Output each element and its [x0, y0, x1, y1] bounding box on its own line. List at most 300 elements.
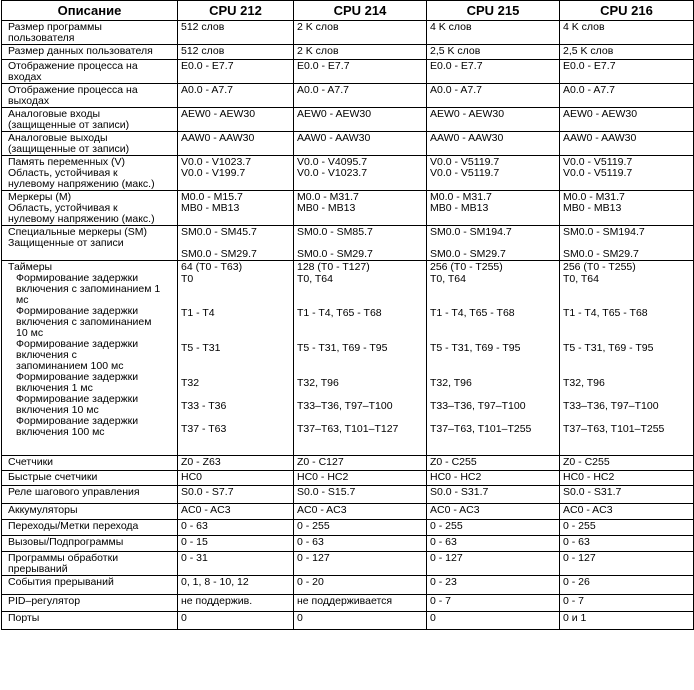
value-line: 0 - 63	[430, 536, 457, 548]
value-cell-cpu214	[294, 132, 427, 156]
value-line: E0.0 - E7.7	[297, 60, 350, 72]
value-line: SM0.0 - SM194.7	[430, 226, 512, 238]
value-cell-cpu215	[427, 612, 560, 630]
cpu-spec-table	[1, 0, 694, 630]
value-line: не поддерживается	[297, 595, 393, 607]
table-row	[2, 456, 694, 471]
description-line: нулевому напряжению (макс.)	[8, 178, 155, 190]
value-cell-cpu212	[178, 132, 294, 156]
value-line: SM0.0 - SM29.7	[563, 248, 639, 260]
description-line: Порты	[8, 612, 40, 624]
description-line: 10 мс	[16, 327, 44, 339]
value-cell-cpu212	[178, 45, 294, 60]
value-line: 128 (T0 - T127)	[297, 261, 370, 273]
value-line: T37–T63, T101–T255	[563, 423, 665, 436]
value-line: T5 - T31	[181, 342, 221, 355]
table-row	[2, 552, 694, 576]
value-cell-cpu214	[294, 552, 427, 576]
value-line: M0.0 - M31.7	[297, 191, 359, 203]
table-row	[2, 612, 694, 630]
value-line: 0	[181, 612, 187, 624]
value-line: AAW0 - AAW30	[563, 132, 637, 144]
value-line: SM0.0 - SM29.7	[430, 248, 506, 260]
table-row	[2, 486, 694, 504]
description-line: включения 1 мс	[16, 382, 93, 394]
value-cell-cpu216	[560, 226, 694, 261]
description-cell	[2, 486, 178, 504]
value-cell-cpu214	[294, 21, 427, 45]
value-line: T33–T36, T97–T100	[430, 400, 526, 413]
value-line: T37 - T63	[181, 423, 227, 436]
value-line: MB0 - MB13	[181, 202, 240, 214]
description-line: включения с	[16, 349, 77, 361]
value-cell-cpu216	[560, 156, 694, 191]
value-cell-cpu214	[294, 471, 427, 486]
value-line: 2,5 K слов	[563, 45, 614, 57]
value-line: Z0 - C255	[430, 456, 477, 468]
table-row	[2, 21, 694, 45]
description-line: Специальные меркеры (SM)	[8, 226, 148, 238]
value-cell-cpu216	[560, 612, 694, 630]
description-line: Защищенные от записи	[8, 237, 124, 249]
description-cell	[2, 132, 178, 156]
value-cell-cpu215	[427, 504, 560, 520]
value-cell-cpu215	[427, 132, 560, 156]
value-line: V0.0 - V5119.7	[430, 167, 500, 179]
table-row	[2, 191, 694, 226]
description-cell	[2, 21, 178, 45]
value-cell-cpu214	[294, 612, 427, 630]
value-line: 0 - 127	[430, 552, 463, 564]
value-line: 256 (T0 - T255)	[563, 261, 636, 273]
description-line: (защищенные от записи)	[8, 143, 130, 155]
value-line: V0.0 - V1023.7	[297, 167, 368, 179]
value-line: T33–T36, T97–T100	[297, 400, 393, 413]
description-line: Программы обработки	[8, 552, 119, 564]
description-line: Память переменных (V)	[8, 156, 126, 168]
value-line: 0 - 15	[181, 536, 208, 548]
value-line: V0.0 - V5119.7	[563, 167, 633, 179]
value-line: 0 - 26	[563, 576, 590, 588]
table-row	[2, 576, 694, 595]
value-line	[181, 320, 290, 332]
value-line: 0 - 127	[297, 552, 330, 564]
description-cell	[2, 156, 178, 191]
value-line	[563, 285, 690, 297]
value-cell-cpu214	[294, 504, 427, 520]
value-cell-cpu216	[560, 486, 694, 504]
value-cell-cpu215	[427, 552, 560, 576]
value-line: HC0 - HC2	[430, 471, 482, 483]
value-line: T32, T96	[563, 376, 605, 389]
value-cell-cpu216	[560, 191, 694, 226]
value-line	[297, 355, 423, 367]
value-cell-cpu212	[178, 471, 294, 486]
description-cell	[2, 108, 178, 132]
value-cell-cpu214	[294, 84, 427, 108]
header-row	[2, 1, 694, 21]
value-line: V0.0 - V199.7	[181, 167, 246, 179]
value-cell-cpu212	[178, 156, 294, 191]
description-line: Размер данных пользователя	[8, 45, 153, 57]
description-line: включения с запоминанием 1	[16, 283, 161, 295]
value-line: 0, 1, 8 - 10, 12	[181, 576, 249, 588]
value-line: SM0.0 - SM194.7	[563, 226, 645, 238]
description-line: мс	[16, 294, 29, 306]
value-line	[430, 436, 556, 448]
col-header-description: Описание	[2, 1, 178, 21]
value-line: 0 - 63	[563, 536, 590, 548]
value-cell-cpu212	[178, 612, 294, 630]
value-line: AEW0 - AEW30	[297, 108, 372, 120]
table-row	[2, 536, 694, 552]
table-row	[2, 471, 694, 486]
value-cell-cpu215	[427, 60, 560, 84]
description-line: Счетчики	[8, 456, 54, 468]
table-row	[2, 84, 694, 108]
value-cell-cpu216	[560, 552, 694, 576]
value-line: A0.0 - A7.7	[430, 84, 482, 96]
description-line: Формирование задержки	[16, 338, 139, 350]
value-cell-cpu215	[427, 486, 560, 504]
value-line: 64 (T0 - T63)	[181, 261, 243, 273]
value-cell-cpu212	[178, 226, 294, 261]
value-line: 0 - 127	[563, 552, 596, 564]
value-line: 4 K слов	[430, 21, 472, 33]
value-line	[297, 436, 423, 448]
value-line: E0.0 - E7.7	[430, 60, 483, 72]
value-line: T5 - T31, T69 - T95	[563, 342, 654, 355]
description-line: Реле шагового управления	[8, 486, 140, 498]
description-cell	[2, 576, 178, 595]
value-cell-cpu212	[178, 108, 294, 132]
value-line: A0.0 - A7.7	[563, 84, 615, 96]
value-line: AAW0 - AAW30	[297, 132, 371, 144]
description-line: Формирование задержки	[16, 371, 139, 383]
value-line: AC0 - AC3	[563, 504, 613, 516]
value-line: V0.0 - V4095.7	[297, 156, 368, 168]
value-line: T5 - T31, T69 - T95	[297, 342, 388, 355]
table-row	[2, 45, 694, 60]
description-line: запоминанием 100 мс	[16, 360, 124, 372]
table-row	[2, 132, 694, 156]
value-line: V0.0 - V5119.7	[563, 156, 633, 168]
value-cell-cpu216	[560, 471, 694, 486]
value-line: 0 - 255	[563, 520, 596, 532]
value-line: 0 - 63	[181, 520, 208, 532]
value-line: S0.0 - S15.7	[297, 486, 356, 498]
value-line: M0.0 - M31.7	[430, 191, 492, 203]
value-cell-cpu216	[560, 576, 694, 595]
value-line: T0, T64	[297, 272, 333, 285]
table-row	[2, 520, 694, 536]
value-cell-cpu212	[178, 486, 294, 504]
value-line: S0.0 - S31.7	[430, 486, 489, 498]
value-cell-cpu214	[294, 261, 427, 456]
description-line: Формирование задержки	[16, 305, 139, 317]
table-row	[2, 226, 694, 261]
value-line: E0.0 - E7.7	[181, 60, 234, 72]
value-cell-cpu215	[427, 21, 560, 45]
value-cell-cpu215	[427, 45, 560, 60]
description-line: включения с запоминанием	[16, 316, 152, 328]
value-cell-cpu216	[560, 504, 694, 520]
value-line	[297, 320, 423, 332]
description-line: PID–регулятор	[8, 595, 81, 607]
value-cell-cpu214	[294, 108, 427, 132]
value-cell-cpu212	[178, 84, 294, 108]
description-cell	[2, 504, 178, 520]
value-line: 0 - 63	[297, 536, 324, 548]
value-line: 0	[430, 612, 436, 624]
description-line: пользователя	[8, 32, 75, 44]
value-cell-cpu216	[560, 84, 694, 108]
value-cell-cpu214	[294, 456, 427, 471]
value-cell-cpu216	[560, 520, 694, 536]
value-line: не поддержив.	[181, 595, 253, 607]
value-cell-cpu215	[427, 84, 560, 108]
value-line: SM0.0 - SM45.7	[181, 226, 257, 238]
description-line: включения 10 мс	[16, 404, 99, 416]
description-line: Формирование задержки	[16, 415, 139, 427]
value-line: T32, T96	[430, 376, 472, 389]
value-line: SM0.0 - SM29.7	[181, 248, 257, 260]
table-row	[2, 261, 694, 456]
value-line: A0.0 - A7.7	[297, 84, 349, 96]
value-line: 4 K слов	[563, 21, 605, 33]
table-row	[2, 595, 694, 612]
value-line: HC0 - HC2	[297, 471, 349, 483]
value-cell-cpu215	[427, 536, 560, 552]
value-cell-cpu212	[178, 552, 294, 576]
value-line: 0 - 255	[297, 520, 330, 532]
description-cell	[2, 456, 178, 471]
value-line: 0 - 23	[430, 576, 457, 588]
value-line: MB0 - MB13	[563, 202, 622, 214]
value-cell-cpu214	[294, 536, 427, 552]
value-line: 0 - 20	[297, 576, 324, 588]
value-line: MB0 - MB13	[297, 202, 356, 214]
description-line: Меркеры (M)	[8, 191, 72, 203]
value-cell-cpu216	[560, 456, 694, 471]
value-line: AC0 - AC3	[297, 504, 347, 516]
table-row	[2, 156, 694, 191]
description-line: выходах	[8, 95, 50, 107]
value-line: 0 - 7	[563, 595, 585, 607]
value-line: T37–T63, T101–T127	[297, 423, 399, 436]
value-cell-cpu214	[294, 595, 427, 612]
description-cell	[2, 60, 178, 84]
value-line: AC0 - AC3	[430, 504, 480, 516]
value-line: T1 - T4	[181, 307, 215, 320]
value-cell-cpu215	[427, 261, 560, 456]
value-line: AAW0 - AAW30	[430, 132, 504, 144]
value-line: AAW0 - AAW30	[181, 132, 255, 144]
col-header-cpu215: CPU 215	[427, 1, 560, 21]
value-cell-cpu214	[294, 156, 427, 191]
description-cell	[2, 536, 178, 552]
description-line: нулевому напряжению (макс.)	[8, 213, 155, 225]
description-line: События прерываний	[8, 576, 114, 588]
value-line: V0.0 - V1023.7	[181, 156, 252, 168]
value-line: 0	[297, 612, 303, 624]
value-line	[181, 436, 290, 448]
value-cell-cpu214	[294, 45, 427, 60]
value-cell-cpu216	[560, 108, 694, 132]
value-line: V0.0 - V5119.7	[430, 156, 500, 168]
value-line: 2,5 K слов	[430, 45, 481, 57]
value-line: HC0	[181, 471, 203, 483]
description-line: Аккумуляторы	[8, 504, 78, 516]
description-line: Область, устойчивая к	[8, 202, 118, 214]
description-line: Формирование задержки	[16, 393, 139, 405]
value-line: S0.0 - S7.7	[181, 486, 234, 498]
description-line: включения 100 мс	[16, 426, 105, 438]
value-line: HC0 - HC2	[563, 471, 615, 483]
table-row	[2, 504, 694, 520]
value-cell-cpu215	[427, 156, 560, 191]
description-line: Таймеры	[8, 261, 53, 273]
value-line: MB0 - MB13	[430, 202, 489, 214]
value-line: A0.0 - A7.7	[181, 84, 233, 96]
value-line	[563, 355, 690, 367]
description-line: Размер программы	[8, 21, 102, 33]
value-line: Z0 - Z63	[181, 456, 221, 468]
description-line: Аналоговые выходы	[8, 132, 108, 144]
description-cell	[2, 552, 178, 576]
value-line: 0 - 255	[430, 520, 463, 532]
col-header-cpu212: CPU 212	[178, 1, 294, 21]
value-line: 256 (T0 - T255)	[430, 261, 503, 273]
value-line	[181, 285, 290, 297]
description-line: Аналоговые входы	[8, 108, 101, 120]
description-line: входах	[8, 71, 42, 83]
value-cell-cpu212	[178, 456, 294, 471]
description-cell	[2, 261, 178, 456]
value-cell-cpu212	[178, 536, 294, 552]
value-cell-cpu216	[560, 132, 694, 156]
value-line: 512 слов	[181, 21, 225, 33]
value-line	[430, 285, 556, 297]
value-cell-cpu215	[427, 226, 560, 261]
value-cell-cpu212	[178, 261, 294, 456]
value-line: T32	[181, 376, 200, 389]
value-line: 0 - 7	[430, 595, 452, 607]
value-cell-cpu216	[560, 595, 694, 612]
value-cell-cpu214	[294, 60, 427, 84]
value-line: 2 K слов	[297, 21, 339, 33]
value-cell-cpu214	[294, 520, 427, 536]
description-cell	[2, 191, 178, 226]
description-line: Область, устойчивая к	[8, 167, 118, 179]
description-line: Отображение процесса на	[8, 84, 138, 96]
value-cell-cpu216	[560, 45, 694, 60]
description-line: Быстрые счетчики	[8, 471, 98, 483]
value-line	[297, 285, 423, 297]
value-cell-cpu212	[178, 191, 294, 226]
value-line: T33–T36, T97–T100	[563, 400, 659, 413]
value-line: SM0.0 - SM85.7	[297, 226, 373, 238]
value-cell-cpu216	[560, 261, 694, 456]
value-cell-cpu212	[178, 60, 294, 84]
description-line: Переходы/Метки перехода	[8, 520, 139, 532]
value-line: T37–T63, T101–T255	[430, 423, 532, 436]
col-header-cpu216: CPU 216	[560, 1, 694, 21]
table-row	[2, 60, 694, 84]
value-cell-cpu215	[427, 456, 560, 471]
value-line: T1 - T4, T65 - T68	[563, 307, 648, 320]
description-cell	[2, 471, 178, 486]
value-line: AC0 - AC3	[181, 504, 231, 516]
value-cell-cpu215	[427, 595, 560, 612]
value-line: 2 K слов	[297, 45, 339, 57]
value-line: T33 - T36	[181, 400, 227, 413]
value-cell-cpu215	[427, 471, 560, 486]
value-line: T32, T96	[297, 376, 339, 389]
value-line: T1 - T4, T65 - T68	[297, 307, 382, 320]
value-line: AEW0 - AEW30	[181, 108, 256, 120]
value-line: 0 и 1	[563, 612, 587, 624]
description-line: Отображение процесса на	[8, 60, 138, 72]
value-line: S0.0 - S31.7	[563, 486, 622, 498]
description-cell	[2, 45, 178, 60]
value-cell-cpu214	[294, 191, 427, 226]
value-cell-cpu214	[294, 576, 427, 595]
value-cell-cpu216	[560, 60, 694, 84]
value-line: 512 слов	[181, 45, 225, 57]
value-cell-cpu215	[427, 520, 560, 536]
value-cell-cpu212	[178, 504, 294, 520]
col-header-cpu214: CPU 214	[294, 1, 427, 21]
value-cell-cpu216	[560, 21, 694, 45]
description-line: прерываний	[8, 563, 68, 575]
value-cell-cpu215	[427, 108, 560, 132]
value-line	[430, 355, 556, 367]
value-line: T0, T64	[563, 272, 599, 285]
description-line: Формирование задержки	[16, 272, 139, 284]
value-cell-cpu212	[178, 595, 294, 612]
value-line: AEW0 - AEW30	[563, 108, 638, 120]
value-line: M0.0 - M15.7	[181, 191, 243, 203]
value-line: SM0.0 - SM29.7	[297, 248, 373, 260]
value-cell-cpu212	[178, 520, 294, 536]
value-cell-cpu214	[294, 226, 427, 261]
value-line: T0, T64	[430, 272, 466, 285]
description-cell	[2, 226, 178, 261]
description-line: (защищенные от записи)	[8, 119, 130, 131]
value-line	[563, 320, 690, 332]
description-cell	[2, 520, 178, 536]
description-cell	[2, 84, 178, 108]
value-line	[430, 320, 556, 332]
value-cell-cpu214	[294, 486, 427, 504]
value-line: Z0 - C127	[297, 456, 344, 468]
table-row	[2, 108, 694, 132]
value-line: AEW0 - AEW30	[430, 108, 505, 120]
value-line: M0.0 - M31.7	[563, 191, 625, 203]
value-cell-cpu215	[427, 576, 560, 595]
value-line	[181, 355, 290, 367]
description-cell	[2, 612, 178, 630]
value-line	[563, 436, 690, 448]
description-line: Вызовы/Подпрограммы	[8, 536, 124, 548]
value-cell-cpu215	[427, 191, 560, 226]
description-cell	[2, 595, 178, 612]
value-line: T0	[181, 272, 194, 285]
value-cell-cpu212	[178, 576, 294, 595]
value-cell-cpu212	[178, 21, 294, 45]
value-line: T1 - T4, T65 - T68	[430, 307, 515, 320]
